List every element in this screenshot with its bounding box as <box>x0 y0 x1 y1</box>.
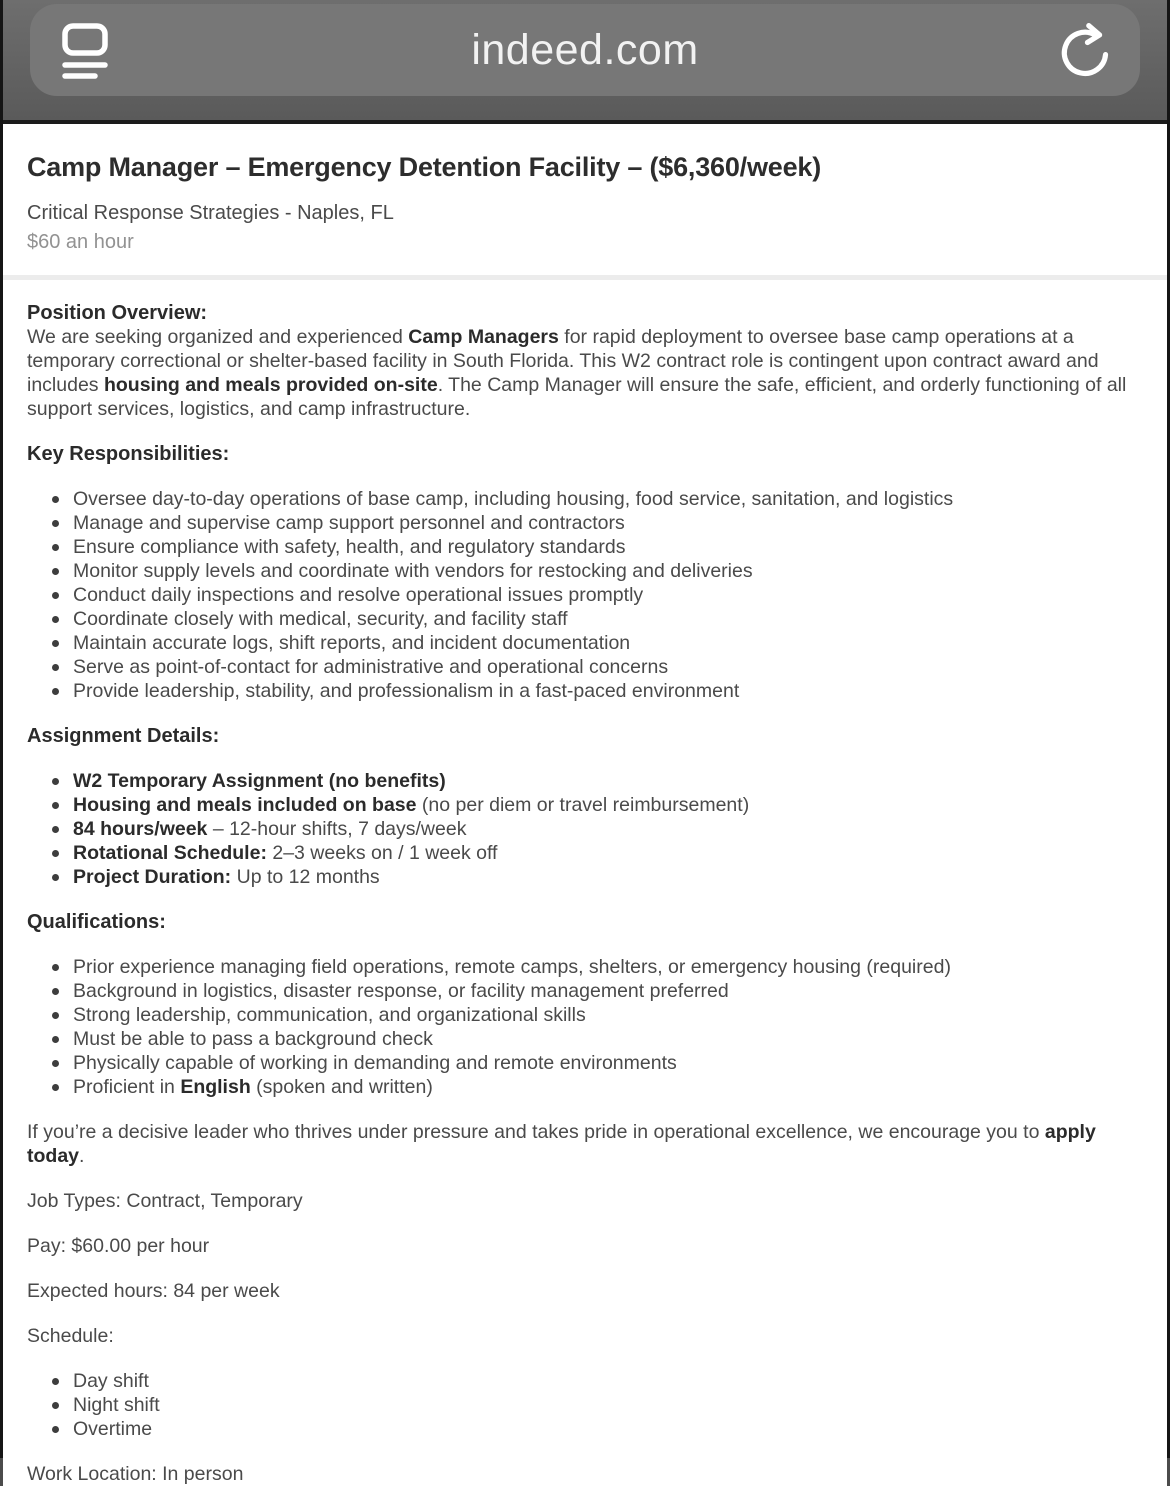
url-text[interactable]: indeed.com <box>471 25 699 74</box>
list-item: Strong leadership, communication, and organizational skills <box>73 1003 1143 1027</box>
list-item: Serve as point-of-contact for administrative and operational concerns <box>73 655 1143 679</box>
overview-paragraph: We are seeking organized and experienced Camp Managers for rapid deployment to oversee base camp operations at a temporary correctional or shelter-based facility in South Florida. This W2 contract role is contingent upon contract award and includes housing and meals provided on-site. The Camp Manager will ensure the safe, efficient, and orderly functioning of all support services, logistics, and camp infrastructure. <box>27 326 1127 420</box>
qualifications-list <box>27 955 1143 1099</box>
reload-button[interactable] <box>1052 17 1118 83</box>
list-item: Maintain accurate logs, shift reports, and incident documentation <box>73 631 1143 655</box>
overview-heading: Position Overview: <box>27 302 208 324</box>
list-item: Coordinate closely with medical, security, and facility staff <box>73 607 1143 631</box>
schedule-list <box>27 1369 1143 1441</box>
list-item: 84 hours/week – 12-hour shifts, 7 days/week <box>73 817 1143 841</box>
list-item: Day shift <box>73 1369 1143 1393</box>
list-item: Project Duration: Up to 12 months <box>73 865 1143 889</box>
assignment-list <box>27 769 1143 889</box>
pay-line: Pay: $60.00 per hour <box>27 1235 210 1257</box>
list-item: Overtime <box>73 1417 1143 1441</box>
list-item: Must be able to pass a background check <box>73 1027 1143 1051</box>
browser-chrome <box>3 0 1167 124</box>
work-location-line: Work Location: In person <box>27 1463 244 1485</box>
address-bar[interactable] <box>30 4 1140 96</box>
list-item: Physically capable of working in demanding and remote environments <box>73 1051 1143 1075</box>
list-item: Provide leadership, stability, and professionalism in a fast-paced environment <box>73 679 1143 703</box>
qualifications-heading: Qualifications: <box>27 911 166 933</box>
responsibilities-list <box>27 487 1143 703</box>
list-item: Ensure compliance with safety, health, and regulatory standards <box>73 535 1143 559</box>
list-item: Night shift <box>73 1393 1143 1417</box>
page-list-icon <box>57 19 113 81</box>
company-location: Critical Response Strategies - Naples, FL <box>27 202 394 224</box>
list-item: Prior experience managing field operations, remote camps, shelters, or emergency housing (required) <box>73 955 1143 979</box>
schedule-label: Schedule: <box>27 1325 114 1347</box>
wage: $60 an hour <box>27 231 134 253</box>
reload-icon <box>1055 19 1115 81</box>
list-item: Rotational Schedule: 2–3 weeks on / 1 week off <box>73 841 1143 865</box>
list-item: Monitor supply levels and coordinate with vendors for restocking and deliveries <box>73 559 1143 583</box>
job-posting-page <box>3 124 1167 1486</box>
list-item: W2 Temporary Assignment (no benefits) <box>73 769 1143 793</box>
page-list-button[interactable] <box>52 17 118 83</box>
job-description <box>3 301 1167 1486</box>
section-divider <box>3 275 1167 280</box>
job-title: Camp Manager – Emergency Detention Facility – ($6,360/week) <box>27 152 822 182</box>
list-item: Proficient in English (spoken and written) <box>73 1075 1143 1099</box>
closing-paragraph: If you’re a decisive leader who thrives under pressure and takes pride in operational excellence, we encourage you to apply today. <box>27 1121 1096 1167</box>
list-item: Housing and meals included on base (no per diem or travel reimbursement) <box>73 793 1143 817</box>
list-item: Oversee day-to-day operations of base camp, including housing, food service, sanitation, and logistics <box>73 487 1143 511</box>
job-types-line: Job Types: Contract, Temporary <box>27 1190 303 1212</box>
list-item: Manage and supervise camp support personnel and contractors <box>73 511 1143 535</box>
list-item: Conduct daily inspections and resolve operational issues promptly <box>73 583 1143 607</box>
job-header <box>3 151 1167 254</box>
list-item: Background in logistics, disaster response, or facility management preferred <box>73 979 1143 1003</box>
expected-hours-line: Expected hours: 84 per week <box>27 1280 280 1302</box>
responsibilities-heading: Key Responsibilities: <box>27 443 230 465</box>
assignment-heading: Assignment Details: <box>27 725 220 747</box>
